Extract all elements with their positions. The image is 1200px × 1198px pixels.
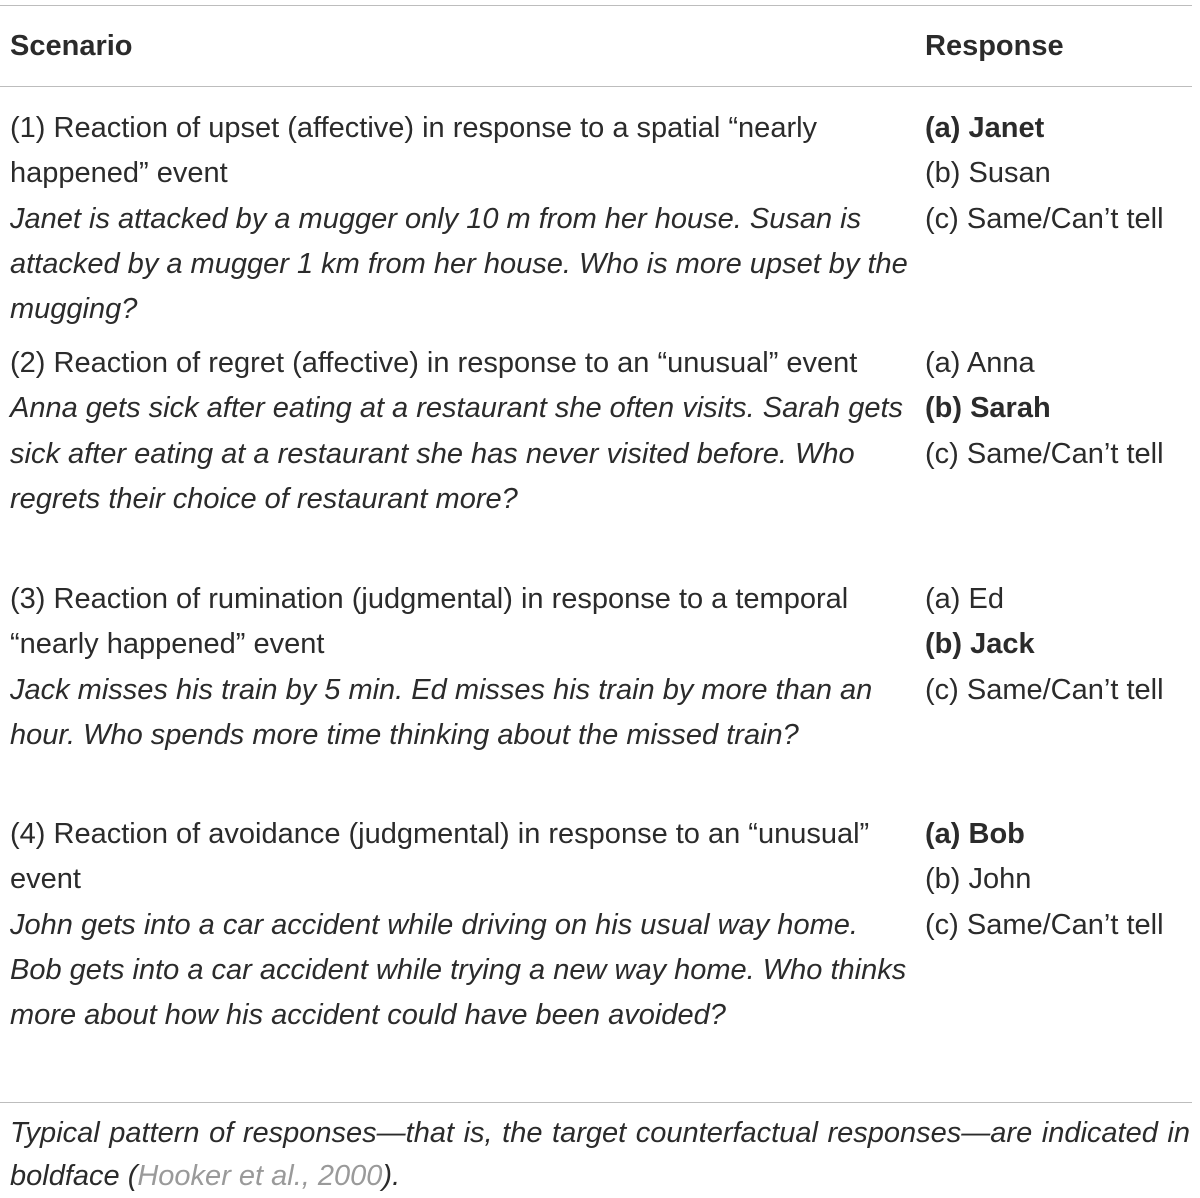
scenario-question: Jack misses his train by 5 min. Ed misses his train by more than an hour. Who spends more time thinking about the missed train? bbox=[10, 673, 873, 751]
response-cell bbox=[925, 577, 1200, 713]
response-option: (a) Bob bbox=[925, 818, 1025, 850]
scenario-question: John gets into a car accident while driving on his usual way home. Bob gets into a car accident while trying a new way home. Who thinks more about how his accident could have been avoided? bbox=[10, 908, 907, 1032]
response-option: (a) Janet bbox=[925, 112, 1045, 144]
response-option: (c) Same/Can’t tell bbox=[925, 908, 1164, 941]
response-option: (b) John bbox=[925, 863, 1032, 896]
response-option: (b) Susan bbox=[925, 157, 1051, 190]
response-cell bbox=[925, 106, 1200, 242]
scenario-cell bbox=[10, 577, 910, 758]
footnote-text-end: ). bbox=[382, 1160, 401, 1192]
scenario-cell bbox=[10, 106, 910, 332]
scenario-question: Janet is attacked by a mugger only 10 m from her house. Susan is attacked by a mugger 1 km from her house. Who is more upset by the mugging? bbox=[10, 202, 908, 326]
scenario-title: (4) Reaction of avoidance (judgmental) in response to an “unusual” event bbox=[10, 818, 870, 896]
scenario-question: Anna gets sick after eating at a restaurant she often visits. Sarah gets sick after eating at a restaurant she has never visited before. Who regrets their choice of restaurant more? bbox=[10, 392, 904, 515]
table-footnote bbox=[10, 1112, 1190, 1198]
scenario-cell bbox=[10, 812, 910, 1038]
scenario-cell bbox=[10, 341, 910, 522]
header-rule bbox=[0, 86, 1192, 87]
scenario-title: (1) Reaction of upset (affective) in response to a spatial “nearly happened” event bbox=[10, 112, 818, 190]
response-option: (b) Sarah bbox=[925, 392, 1051, 425]
response-cell bbox=[925, 341, 1200, 477]
footnote-text: Typical pattern of responses—that is, the target counterfactual responses—are indicated in boldface ( bbox=[10, 1117, 1190, 1192]
response-option: (c) Same/Can’t tell bbox=[925, 202, 1164, 235]
footer-rule bbox=[0, 1102, 1192, 1103]
citation-link[interactable]: Hooker et al., 2000 bbox=[137, 1160, 383, 1192]
response-option: (a) Ed bbox=[925, 583, 1004, 615]
scenario-title: (2) Reaction of regret (affective) in response to an “unusual” event bbox=[10, 347, 858, 379]
scenario-column-header: Scenario bbox=[10, 30, 133, 62]
response-option: (c) Same/Can’t tell bbox=[925, 437, 1164, 470]
response-cell bbox=[925, 812, 1200, 948]
response-option: (b) Jack bbox=[925, 628, 1035, 661]
response-option: (a) Anna bbox=[925, 347, 1035, 379]
response-option: (c) Same/Can’t tell bbox=[925, 673, 1164, 706]
response-column-header: Response bbox=[925, 30, 1064, 62]
top-rule bbox=[0, 5, 1192, 6]
scenario-title: (3) Reaction of rumination (judgmental) in response to a temporal “nearly happened” event bbox=[10, 583, 849, 661]
